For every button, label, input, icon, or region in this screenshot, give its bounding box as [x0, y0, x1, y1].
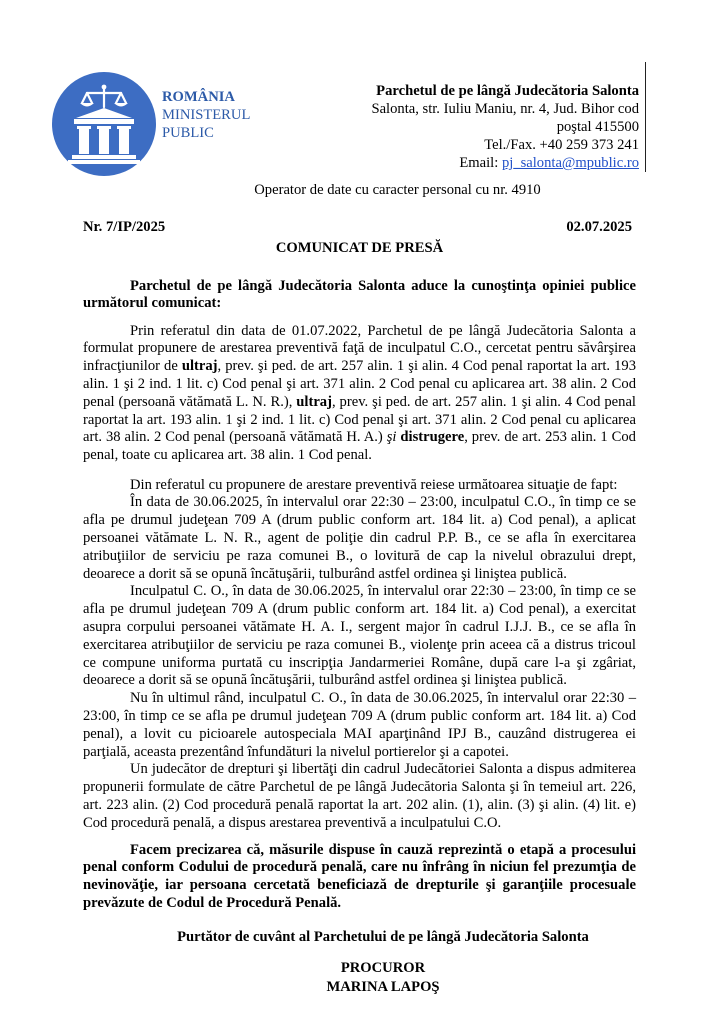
country-name: ROMÂNIA	[162, 89, 235, 105]
data-operator-notice: Operator de date cu caracter personal cu nr. 4910	[254, 182, 541, 198]
signature-name: MARINA LAPOŞ	[326, 979, 440, 996]
paragraph-fact-2: Inculpatul C. O., în data de 30.06.2025, în intervalul orar 22:30 – 23:00, în timp ce se afla pe drumul judeţean 709 A (drum public conform art. 184 lit. a) Cod penal), a exercitat asupra corpului persoanei vătămate H. A. I., sergent major în cadrul I.J.J. B., ce se afla în exercitarea atribuţiilor de serviciu pe raza comunei B., violenţe prin aceea că a distrus tricoul ce compune uniforma purtată cu inscripţia Jandarmeriei Române, după care l-a şi zgâriat, deoarece a dorit să se opună încătuşării, tulburând astfel ordinea şi liniştea publică.	[83, 583, 636, 689]
document-title: COMUNICAT DE PRESĂ	[275, 239, 444, 256]
phone-fax: Tel./Fax. +40 259 373 241	[484, 137, 639, 153]
intro-paragraph: Parchetul de pe lângă Judecătoria Salonta aduce la cunoştinţa opiniei publice următorul comunicat:	[83, 277, 636, 312]
paragraph-charges	[83, 323, 636, 465]
address-line: Salonta, str. Iuliu Maniu, nr. 4, Jud. Bihor cod	[371, 101, 639, 117]
conjunction-italic: şi	[386, 429, 401, 446]
paragraph-text-segment: Prin referatul din data de 01.07.2022, Parchetul de pe lângă Judecătoria Salonta a formulat propunere de arestarea preventivă faţă de inculpatul C.O., cercetat pentru săvârşirea infracţiunilor de	[83, 322, 636, 375]
document-number: Nr. 7/IP/2025	[83, 219, 166, 235]
signature-role: Purtător de cuvânt al Parchetului de pe lângă Judecătoria Salonta	[177, 928, 589, 945]
office-name: Parchetul de pe lângă Judecătoria Salonta	[376, 83, 639, 99]
closing-note: Facem precizarea că, măsurile dispuse în cauză reprezintă o etapă a procesului penal conform Codului de procedură penală, care nu înfrâng în niciun fel prezumţia de nevinovăţie, iar persoana cercetată beneficiază de drepturile şi garanţiile procesuale prevăzute de Codul de Procedură Penală.	[83, 841, 636, 911]
office-contact-block	[339, 82, 639, 172]
paragraph-court-decision: Un judecător de drepturi şi libertăţi din cadrul Judecătoriei Salonta a dispus admiterea propunerii formulate de către Parchetul de pe lângă Judecătoria Salonta şi în temeiul art. 226, art. 223 alin. (2) Cod procedură penală raportat la art. 202 alin. (1), alin. (3) şi alin. (4) lit. e) Cod procedură penală, a dispus arestarea preventivă a inculpatului C.O.	[83, 761, 636, 831]
paragraph-facts-intro: Din referatul cu propunere de arestare preventivă reiese următoarea situaţie de fapt:	[130, 476, 618, 493]
paragraph-fact-1: În data de 30.06.2025, în intervalul orar 22:30 – 23:00, inculpatul C.O., în timp ce se afla pe drumul judeţean 709 A (drum public conform art. 184 lit. a) Cod penal), a aplicat persoanei vătămate L. N. R., agent de poliţie din cadrul P.P. B., ce se afla în exercitarea atribuţiilor de serviciu pe raza comunei B., o lovitură de cap la nivelul obrazului drept, deoarece a dorit să se opună încătuşării, tulburând astfel ordinea şi liniştea publică.	[83, 494, 636, 582]
ministry-name-line2: PUBLIC	[162, 125, 214, 141]
paragraph-text-segment: , prev. şi ped. de art. 257 alin. 1 şi alin. 4 Cod penal raportat la art. 193 alin. 1 şi 2 ind. 1 lit. c) Cod penal şi art. 371 alin. 2 Cod penal cu aplicarea art. 38 alin. 2 Cod penal (persoană vătămată H. A.)	[83, 393, 636, 446]
email-link[interactable]: pj_salonta@mpublic.ro	[501, 155, 639, 171]
offense-term: ultraj	[181, 358, 218, 375]
header-divider	[645, 62, 646, 172]
paragraph-text-segment: , prev. şi ped. de art. 257 alin. 1 şi alin. 4 Cod penal raportat la art. 193 alin. 1 şi 2 ind. 1 lit. c) Cod penal şi art. 371 alin. 2 Cod penal cu aplicarea art. 38 alin. 2 Cod penal (persoană vătămată L. N. R.),	[83, 358, 636, 410]
offense-term: ultraj	[296, 393, 332, 410]
document-date: 02.07.2025	[566, 219, 632, 235]
institution-brand	[162, 88, 250, 142]
paragraph-text-segment: , prev. de art. 253 alin. 1 Cod penal, toate cu aplicarea art. 38 alin. 1 Cod penal.	[83, 429, 636, 464]
reference-row	[83, 219, 636, 237]
paragraph-fact-3: Nu în ultimul rând, inculpatul C. O., în data de 30.06.2025, în intervalul orar 22:30 – 23:00, în timp ce se afla pe drumul judeţean 709 A (drum public conform art. 184 lit. a) Cod penal), a lovit cu picioarele autospeciala MAI aparţinând IPJ B., cauzând distrugerea ei parţială, aceasta prezentând înfundături la nivelul portierelor şi a capotei.	[83, 690, 636, 760]
email-label: Email:	[459, 155, 499, 171]
press-release-body	[83, 219, 636, 997]
postal-code-line: poştal 415500	[556, 119, 639, 135]
ministerul-public-emblem-icon	[52, 72, 156, 176]
ministry-name-line1: MINISTERUL	[162, 107, 251, 123]
offense-term: distrugere	[400, 429, 465, 446]
signature-title: PROCUROR	[340, 960, 426, 977]
email-line	[339, 154, 639, 172]
